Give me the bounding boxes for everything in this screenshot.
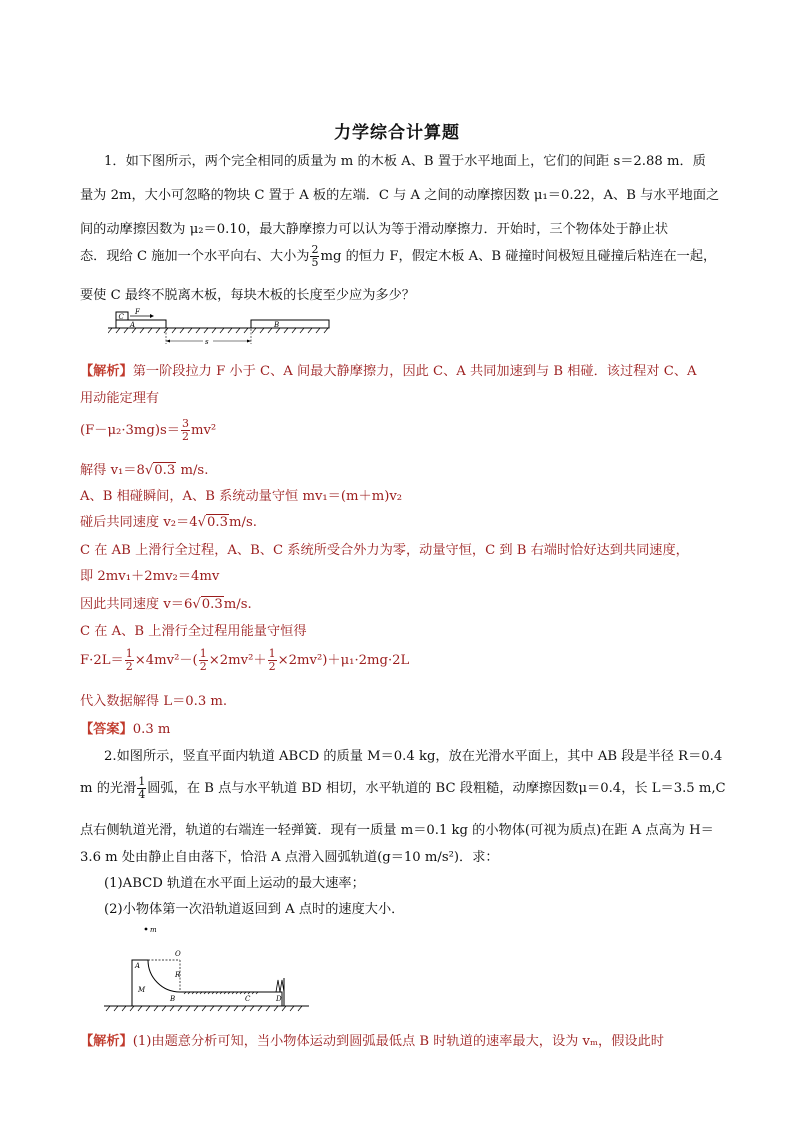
a1-eq-1 bbox=[80, 418, 216, 443]
point-mass bbox=[145, 928, 148, 931]
a1-l8-left: 因此共同速度 v＝6 bbox=[80, 597, 193, 612]
fraction-denominator: 2 bbox=[268, 660, 276, 673]
q1-line-4 bbox=[80, 244, 716, 269]
label-c: C bbox=[245, 995, 251, 1003]
a1-text-1: 第一阶段拉力 F 小于 C、A 间最大静摩擦力，因此 C、A 共同加速到与 B 相碰．该过程对 C、A bbox=[132, 364, 697, 379]
a1-line-6: C 在 AB 上滑行全过程，A、B、C 系统所受合外力为零，动量守恒，C 到 B 右端时恰好达到共同速度， bbox=[80, 543, 689, 558]
fraction-numerator: 1 bbox=[138, 775, 146, 788]
ground-hatching bbox=[106, 1006, 302, 1011]
sqrt-value: 0.3 bbox=[154, 463, 176, 478]
a1-l5-right: m/s. bbox=[229, 515, 257, 530]
analysis-tag: 【解析】 bbox=[80, 1034, 133, 1049]
label-a: A bbox=[130, 321, 136, 329]
fraction-quarter bbox=[137, 776, 146, 801]
label-big-m: M bbox=[138, 986, 146, 994]
a1-line-4: A、B 相碰瞬间，A、B 系统动量守恒 mv₁＝(m＋m)v₂ bbox=[80, 489, 403, 504]
force-arrowhead bbox=[150, 314, 154, 318]
q2-line-3: 点右侧轨道光滑，轨道的右端连一轻弹簧．现有一质量 m＝0.1 kg 的小物体(可视为质点)在距 A 点高为 H＝ bbox=[80, 823, 714, 838]
q1-line-4a: 态．现给 C 施加一个水平向右、大小为 bbox=[80, 249, 310, 264]
q1-line-5: 要使 C 最终不脱离木板，每块木板的长度至少应为多少？ bbox=[80, 288, 415, 303]
sqrt-value: 0.3 bbox=[207, 515, 229, 530]
a1-line-9: C 在 A、B 上滑行全过程用能量守恒得 bbox=[80, 624, 307, 639]
a1-line-2: 用动能定理有 bbox=[80, 391, 160, 406]
a2-text-1: (1)由题意分析可知，当小物体运动到圆弧最低点 B 时轨道的速率最大，设为 vₘ，假设此时 bbox=[132, 1034, 664, 1049]
fraction-numerator: 1 bbox=[268, 647, 276, 660]
q2-line-2 bbox=[80, 776, 726, 801]
fraction-numerator: 2 bbox=[311, 243, 319, 256]
track-body bbox=[132, 960, 282, 1006]
fraction-denominator: 2 bbox=[199, 660, 207, 673]
label-a: A bbox=[135, 962, 141, 970]
a1-eq-2 bbox=[80, 648, 409, 673]
q2-sub-1: (1)ABCD 轨道在水平面上运动的最大速率； bbox=[104, 876, 365, 891]
label-b: B bbox=[274, 321, 280, 329]
board-a bbox=[116, 320, 166, 328]
eq2-part-a: F·2L＝ bbox=[80, 653, 124, 668]
label-d: D bbox=[276, 995, 282, 1003]
analysis-tag: 【解析】 bbox=[80, 364, 133, 379]
fraction-half bbox=[125, 648, 134, 673]
a1-line-7: 即 2mv₁＋2mv₂＝4mv bbox=[80, 569, 220, 584]
a1-line-8: 因此共同速度 v＝6√0.3m/s. bbox=[80, 597, 252, 612]
q2-sub-2: (2)小物体第一次沿轨道返回到 A 点时的速度大小． bbox=[104, 902, 405, 917]
fraction-denominator: 4 bbox=[138, 788, 146, 801]
eq2-part-c: ×2mv²＋ bbox=[208, 653, 267, 668]
ground-hatching bbox=[108, 328, 328, 333]
eq1-left: (F－μ₂·3mg)s＝ bbox=[80, 423, 180, 438]
label-f: F bbox=[135, 308, 140, 316]
label-c: C bbox=[118, 313, 124, 321]
a1-line-1 bbox=[80, 360, 697, 379]
a1-line-5: 碰后共同速度 v₂＝4√0.3m/s. bbox=[80, 515, 257, 530]
a1-line-10: 代入数据解得 L＝0.3 m. bbox=[80, 694, 228, 709]
label-o: O bbox=[175, 950, 181, 958]
sqrt-value: 0.3 bbox=[201, 597, 223, 612]
label-r: R bbox=[175, 971, 181, 979]
spring bbox=[276, 980, 284, 992]
board-b bbox=[251, 320, 329, 328]
q1-line-4b: mg 的恒力 F，假定木板 A、B 碰撞时间极短且碰撞后粘连在一起， bbox=[320, 249, 717, 264]
q1-diagram bbox=[108, 308, 333, 348]
q2-line-4: 3.6 m 处由静止自由落下，恰沿 A 点滑入圆弧轨道(g＝10 m/s²)．求： bbox=[80, 850, 499, 865]
label-m: m bbox=[150, 926, 157, 934]
q2-l2-left: m 的光滑 bbox=[80, 781, 137, 796]
fraction-numerator: 3 bbox=[181, 417, 189, 430]
eq2-part-d: ×2mv²)＋μ₁·2mg·2L bbox=[277, 653, 410, 668]
fraction-denominator: 2 bbox=[181, 430, 189, 443]
a1-l3-left: 解得 v₁＝8 bbox=[80, 463, 145, 478]
fraction-numerator: 1 bbox=[125, 647, 133, 660]
q1-line-3: 间的动摩擦因数为 μ₂＝0.10，最大静摩擦力可以认为等于滑动摩擦力．开始时，三个物体处于静止状 bbox=[80, 222, 669, 237]
a1-line-3: 解得 v₁＝8√0.3 m/s. bbox=[80, 463, 209, 478]
q1-line-2: 量为 2m，大小可忽略的物块 C 置于 A 板的左端．C 与 A 之间的动摩擦因数 μ₁＝0.22，A、B 与水平地面之 bbox=[80, 188, 720, 203]
fraction-half bbox=[268, 648, 277, 673]
q2-diagram bbox=[104, 920, 314, 1015]
a1-l8-right: m/s. bbox=[223, 597, 252, 612]
fraction-denominator: 5 bbox=[311, 256, 319, 269]
a1-l3-right: m/s. bbox=[176, 463, 209, 478]
q1-line-1: 1．如下图所示，两个完全相同的质量为 m 的木板 A、B 置于水平地面上，它们的间距 s＝2.88 m．质 bbox=[104, 154, 706, 169]
fraction-half bbox=[199, 648, 208, 673]
q2-line-1: 2.如图所示，竖直平面内轨道 ABCD 的质量 M＝0.4 kg，放在光滑水平面上，其中 AB 段是半径 R＝0.4 bbox=[104, 749, 723, 764]
q2-l2-right: 圆弧，在 B 点与水平轨道 BD 相切，水平轨道的 BC 段粗糙，动摩擦因数μ＝0.4，长 L＝3.5 m,C bbox=[147, 781, 726, 796]
fraction bbox=[310, 244, 319, 269]
label-b: B bbox=[170, 995, 176, 1003]
a2-line-1 bbox=[80, 1030, 664, 1049]
fraction bbox=[181, 418, 190, 443]
a1-answer bbox=[80, 718, 170, 737]
page-title: 力学综合计算题 bbox=[334, 123, 460, 143]
a1-l5-left: 碰后共同速度 v₂＝4 bbox=[80, 515, 198, 530]
answer-value: 0.3 m bbox=[132, 722, 171, 737]
fraction-numerator: 1 bbox=[199, 647, 207, 660]
answer-tag: 【答案】 bbox=[80, 722, 133, 737]
eq2-part-b: ×4mv²－( bbox=[134, 653, 198, 668]
label-s: s bbox=[205, 338, 209, 346]
eq1-right: mv² bbox=[190, 423, 217, 438]
fraction-denominator: 2 bbox=[125, 660, 133, 673]
